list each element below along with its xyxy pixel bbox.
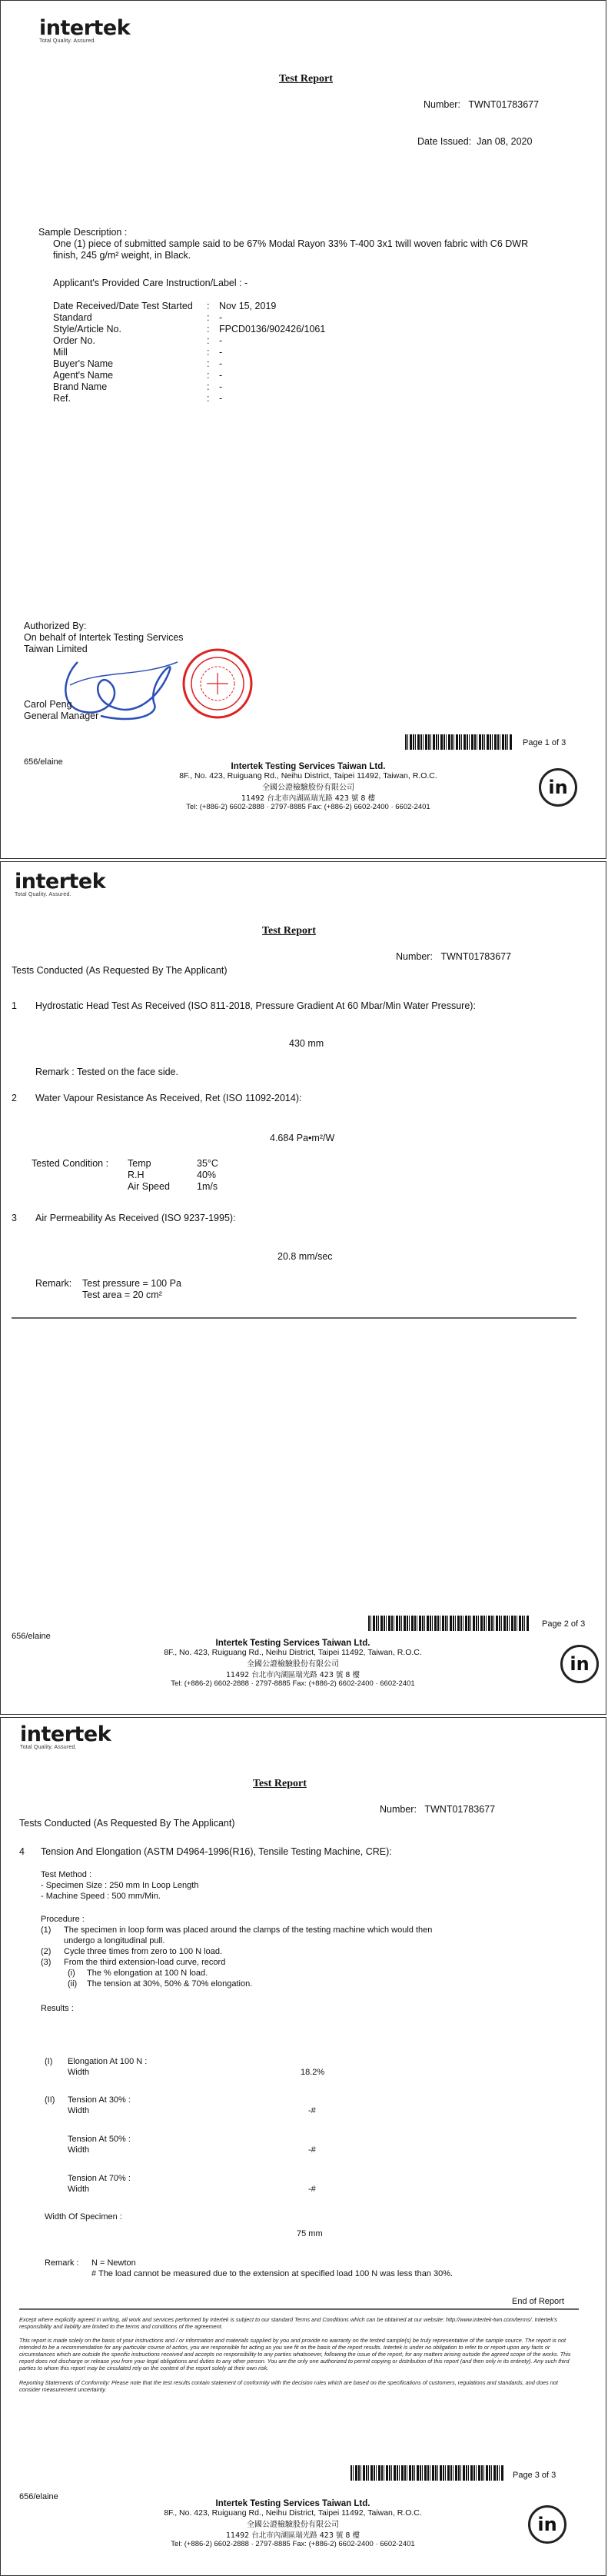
remark-2: # The load cannot be measured due to the extension at specified load 100 N was less than 30%. — [91, 2269, 454, 2278]
number-label: Number: — [424, 99, 460, 110]
test2-value: 4.684 Pa•m²/W — [270, 1133, 335, 1143]
result-4-label: Tension At 70% : — [68, 2174, 131, 2183]
page-number: Page 1 of 3 — [523, 738, 566, 747]
footer-tel: Tel: (+886-2) 6602-2888 · 2797-8885 Fax: (+886-2) 6602-2400 · 6602-2401 — [171, 1679, 415, 1688]
authorized-by: Authorized By: — [24, 621, 87, 631]
tests-conducted: Tests Conducted (As Requested By The Applicant) — [12, 965, 228, 976]
footer-address-zh: 11492 台北市內湖區瑞光路 423 號 8 樓 — [241, 794, 375, 803]
logo-tagline: Total Quality. Assured. — [15, 892, 71, 897]
intertek-in-badge-icon: in — [539, 768, 577, 807]
footer-address-zh: 11492 台北市內湖區瑞光路 423 號 8 樓 — [226, 1671, 360, 1679]
field-key: Order No. — [53, 335, 95, 346]
footer-address: 8F., No. 423, Ruiguang Rd., Neihu District, Taipei 11492, Taiwan, R.O.C. — [179, 771, 437, 780]
result-3-sub: Width — [68, 2145, 90, 2155]
result-1-value: 18.2% — [301, 2068, 325, 2077]
result-3-label: Tension At 50% : — [68, 2135, 131, 2144]
condition-row — [128, 1170, 218, 1181]
sample-fields — [53, 301, 325, 404]
field-value: FPCD0136/902426/1061 — [219, 324, 326, 334]
sample-description-line1: One (1) piece of submitted sample said to be 67% Modal Rayon 33% T-400 3x1 twill woven fabric with C6 DWR — [53, 238, 529, 249]
field-key: Ref. — [53, 393, 71, 404]
condition-key: Temp — [128, 1158, 151, 1169]
procedure-3ii-number: (ii) — [68, 1979, 78, 1989]
field-value: - — [219, 358, 223, 369]
test1-value: 430 mm — [289, 1038, 324, 1049]
footer — [116, 2499, 470, 2548]
intertek-in-badge-icon: in — [560, 1645, 599, 1683]
condition-value: 40% — [197, 1170, 217, 1180]
field-value: - — [219, 381, 223, 392]
condition-key: R.H — [128, 1170, 145, 1180]
on-behalf: On behalf of Intertek Testing Services — [24, 632, 184, 643]
field-key: Buyer's Name — [53, 358, 114, 369]
test3-number: 3 — [12, 1213, 17, 1223]
intertek-logo — [39, 18, 130, 44]
field-value: - — [219, 347, 223, 358]
field-row: Standard : - — [53, 312, 223, 323]
test3-remark-label: Remark: — [35, 1278, 72, 1289]
footer-address: 8F., No. 423, Ruiguang Rd., Neihu District, Taipei 11492, Taiwan, R.O.C. — [164, 2508, 422, 2518]
footer-company-zh: 全國公證檢驗股份有限公司 — [247, 2521, 339, 2529]
result-4-sub: Width — [68, 2185, 90, 2194]
remark-1: N = Newton — [91, 2258, 136, 2268]
field-row: Agent's Name : - — [53, 370, 223, 381]
footer-address-zh: 11492 台北市內湖區瑞光路 423 號 8 樓 — [226, 2531, 360, 2540]
field-row: Order No. : - — [53, 335, 223, 346]
disclaimer-conformity: Reporting Statements of Conformity: Please note that the test results contain statement of conformity with the decision rules which are based on the specifications of customers, regulations and standards, and does not consider measurement uncertainty. — [19, 2379, 558, 2393]
date-value: Jan 08, 2020 — [477, 136, 533, 147]
end-divider — [19, 2308, 579, 2310]
test1-number: 1 — [12, 1000, 17, 1011]
condition-key: Air Speed — [128, 1181, 170, 1192]
date-label: Date Issued: — [417, 136, 472, 147]
tests-conducted: Tests Conducted (As Requested By The Applicant) — [19, 1818, 235, 1829]
number-value: TWNT01783677 — [440, 951, 512, 962]
procedure-1a: The specimen in loop form was placed around the clamps of the testing machine which would then — [64, 1925, 433, 1935]
test2-conditions — [128, 1158, 218, 1193]
method-1: - Specimen Size : 250 mm In Loop Length — [41, 1881, 199, 1890]
sample-description-line2: finish, 245 g/m² weight, in Black. — [53, 250, 191, 261]
logo-wordmark: intertek — [39, 16, 131, 40]
remark-label: Remark : — [45, 2258, 79, 2268]
method-label: Test Method : — [41, 1870, 92, 1879]
field-row: Ref. : - — [53, 393, 223, 404]
procedure-3i: The % elongation at 100 N load. — [87, 1969, 208, 1978]
footer — [116, 1639, 470, 1688]
intertek-logo — [20, 1724, 111, 1750]
intertek-logo — [15, 871, 105, 897]
page-number: Page 3 of 3 — [513, 2471, 557, 2480]
page-number: Page 2 of 3 — [542, 1619, 586, 1629]
test4-number: 4 — [19, 1846, 25, 1857]
taiwan-limited: Taiwan Limited — [24, 644, 88, 654]
field-value: - — [219, 312, 223, 323]
condition-value: 35°C — [197, 1158, 218, 1169]
field-value: - — [219, 370, 223, 381]
field-row: Style/Article No. : FPCD0136/902426/1061 — [53, 324, 326, 334]
field-row: Buyer's Name : - — [53, 358, 223, 369]
test3-remark-2: Test area = 20 cm² — [82, 1290, 162, 1300]
test2-number: 2 — [12, 1093, 17, 1103]
procedure-1b: undergo a longitudinal pull. — [64, 1936, 165, 1945]
field-row: Mill : - — [53, 347, 223, 358]
field-value: - — [219, 335, 223, 346]
footer-tel: Tel: (+886-2) 6602-2888 · 2797-8885 Fax: (+886-2) 6602-2400 · 6602-2401 — [171, 2540, 415, 2548]
logo-wordmark: intertek — [15, 870, 106, 894]
field-row: Date Received/Date Test Started : Nov 15, 2019 — [53, 301, 277, 311]
report-page-3 — [0, 1717, 606, 2576]
operator-code: 656/elaine — [19, 2492, 58, 2501]
number-label: Number: — [396, 951, 433, 962]
field-value: Nov 15, 2019 — [219, 301, 277, 311]
number-value: TWNT01783677 — [468, 99, 540, 110]
result-1-number: (I) — [45, 2057, 53, 2066]
signer-name: Carol Peng — [24, 699, 72, 710]
footer-company: Intertek Testing Services Taiwan Ltd. — [231, 762, 386, 771]
procedure-2: Cycle three times from zero to 100 N load. — [64, 1947, 223, 1956]
condition-row — [128, 1181, 218, 1193]
section-divider — [12, 1317, 576, 1319]
test2-condition-label: Tested Condition : — [32, 1158, 109, 1169]
result-4-value: -# — [308, 2185, 316, 2194]
test3-title: Air Permeability As Received (ISO 9237-1995): — [35, 1213, 236, 1223]
number-label: Number: — [380, 1804, 417, 1815]
care-instruction: Applicant's Provided Care Instruction/Label : - — [53, 278, 248, 288]
test2-title: Water Vapour Resistance As Received, Ret (ISO 11092-2014): — [35, 1093, 302, 1103]
results-label: Results : — [41, 2004, 74, 2013]
barcode-icon — [351, 2465, 504, 2481]
method-2: - Machine Speed : 500 mm/Min. — [41, 1892, 161, 1901]
result-1-label: Elongation At 100 N : — [68, 2057, 148, 2066]
test4-title: Tension And Elongation (ASTM D4964-1996(R16), Tensile Testing Machine, CRE): — [41, 1846, 392, 1857]
result-1-sub: Width — [68, 2068, 90, 2077]
footer-tel: Tel: (+886-2) 6602-2888 · 2797-8885 Fax: (+886-2) 6602-2400 · 6602-2401 — [186, 803, 430, 811]
field-key: Date Received/Date Test Started — [53, 301, 193, 311]
report-page-1 — [0, 0, 606, 859]
operator-code: 656/elaine — [24, 757, 63, 767]
barcode-icon — [405, 734, 513, 750]
field-row: Brand Name : - — [53, 381, 223, 392]
footer-address: 8F., No. 423, Ruiguang Rd., Neihu District, Taipei 11492, Taiwan, R.O.C. — [164, 1648, 422, 1657]
report-number — [424, 99, 539, 111]
procedure-3i-number: (i) — [68, 1969, 75, 1978]
report-title: Test Report — [253, 1778, 307, 1789]
result-2-value: -# — [308, 2106, 316, 2115]
footer-company-zh: 全國公證檢驗股份有限公司 — [262, 784, 354, 792]
field-key: Brand Name — [53, 381, 108, 392]
end-of-report: End of Report — [512, 2297, 564, 2306]
procedure-3-number: (3) — [41, 1958, 51, 1967]
report-page-2 — [0, 861, 606, 1715]
sample-description-label: Sample Description : — [38, 227, 128, 238]
footer-company: Intertek Testing Services Taiwan Ltd. — [215, 1639, 370, 1648]
procedure-3: From the third extension-load curve, record — [64, 1958, 226, 1967]
result-2-number: (II) — [45, 2095, 55, 2105]
test1-remark: Remark : Tested on the face side. — [35, 1067, 178, 1077]
report-number — [380, 1804, 495, 1816]
field-key: Agent's Name — [53, 370, 114, 381]
condition-value: 1m/s — [197, 1181, 218, 1192]
disclaimer-terms: Except where explicitly agreed in writing, all work and services performed by Intertek is subject to our standard Terms and Conditions which can be obtained at our website: http://www.intertek-twn.com/terms/. Intertek's responsibility and liability are limited to the terms and conditions of the agreement. — [19, 2316, 557, 2330]
footer-company-zh: 全國公證檢驗股份有限公司 — [247, 1660, 339, 1669]
field-value: - — [219, 393, 223, 404]
procedure-1-number: (1) — [41, 1925, 51, 1935]
field-key: Style/Article No. — [53, 324, 121, 334]
result-3-value: -# — [308, 2145, 316, 2155]
barcode-icon — [368, 1616, 530, 1631]
footer — [131, 762, 485, 811]
report-number — [396, 951, 511, 963]
result-2-label: Tension At 30% : — [68, 2095, 131, 2105]
number-value: TWNT01783677 — [424, 1804, 496, 1815]
procedure-2-number: (2) — [41, 1947, 51, 1956]
date-issued — [417, 136, 532, 148]
company-seal-icon — [179, 645, 256, 722]
signer-title: General Manager — [24, 711, 99, 721]
disclaimer-basis: This report is made solely on the basis of your instructions and / or information and materials supplied by you and provide no warranty on the tested sample(s) be truly representative of the sample source. The report is not intended to be a recommendation for any particular course of action, you are responsible for acting as you see fit on the basis of the report results. Intertek is under no obligation to refer to or report upon any facts or circumstances which are outside the specific instructions received and accepts no responsibility to any parties whatsoever, following the issue of the report, for any matters arising outside the agreed scope of the works. This report does not discharge or release you from your legal obligations and duties to any other person. You are the only one authorized to permit copying or distribution of this report (and then only in its entirety). Any such third parties to whom this report may be circulated rely on the content of the report solely at their own risk. — [19, 2337, 571, 2371]
intertek-in-badge-icon: in — [528, 2505, 566, 2544]
report-title: Test Report — [262, 925, 316, 937]
width-of-specimen-label: Width Of Specimen : — [45, 2212, 122, 2222]
width-of-specimen-value: 75 mm — [297, 2229, 323, 2238]
logo-wordmark: intertek — [20, 1722, 111, 1746]
report-title: Test Report — [279, 73, 333, 85]
footer-company: Intertek Testing Services Taiwan Ltd. — [215, 2499, 370, 2508]
procedure-label: Procedure : — [41, 1915, 85, 1924]
field-key: Standard — [53, 312, 92, 323]
test3-remark-1: Test pressure = 100 Pa — [82, 1278, 181, 1289]
result-2-sub: Width — [68, 2106, 90, 2115]
condition-row — [128, 1158, 218, 1170]
test3-value: 20.8 mm/sec — [277, 1251, 333, 1262]
operator-code: 656/elaine — [12, 1632, 51, 1641]
logo-tagline: Total Quality. Assured. — [39, 38, 96, 44]
test1-title: Hydrostatic Head Test As Received (ISO 811-2018, Pressure Gradient At 60 Mbar/Min Water Pressure): — [35, 1000, 476, 1011]
field-key: Mill — [53, 347, 68, 358]
procedure-3ii: The tension at 30%, 50% & 70% elongation. — [87, 1979, 253, 1989]
logo-tagline: Total Quality. Assured. — [20, 1745, 77, 1750]
